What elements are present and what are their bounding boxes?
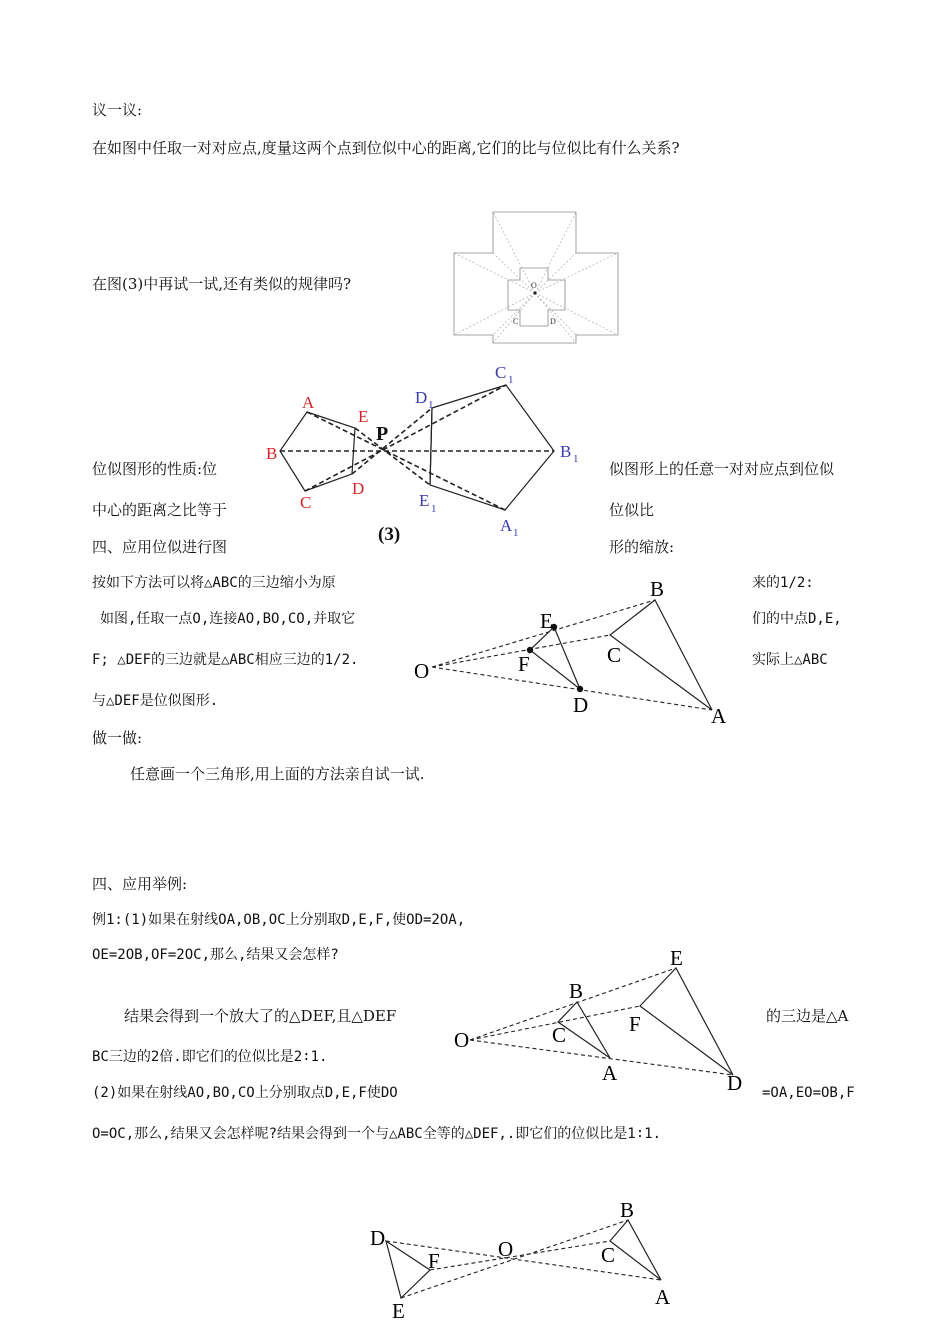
property-left-1: 位似图形的性质:位 [92,460,218,478]
practice-heading: 做一做: [92,729,143,747]
reflect-label-a: A [655,1285,671,1309]
property-right-1: 似图形上的任意一对对应点到位似 [609,460,835,478]
fig3-label-e1: E [419,491,430,510]
scaling-heading-left: 四、应用位似进行图 [92,538,228,556]
enlarge-label-b: B [569,979,584,1003]
shrink-label-d: D [573,693,589,717]
property-right-2: 位似比 [609,501,655,519]
reflect-label-d: D [370,1226,386,1250]
fig3-sub-e1: 1 [431,503,437,515]
reflect-label-e: E [392,1299,405,1323]
reflect-label-f: F [428,1249,440,1273]
fig3-label-c1: C [495,363,507,382]
enlarge-label-o: O [454,1028,470,1052]
ex1-line1: 例1:(1)如果在射线OA,OB,OC上分别取D,E,F,使OD=2OA, [92,912,466,928]
scaling-line2-left: 如图,任取一点O,连接AO,BO,CO,并取它 [100,611,356,627]
shrink-label-c: C [607,643,622,667]
scaling-line3-left: F; △DEF的三边就是△ABC相应三边的1/2. [92,652,359,668]
reflect-label-o: O [498,1237,514,1261]
scaling-heading-right: 形的缩放: [609,538,675,556]
scaling-line1-left: 按如下方法可以将△ABC的三边缩小为原 [92,575,336,591]
result1-cont: BC三边的2倍.即它们的位似比是2∶1. [92,1049,328,1065]
shrink-label-a: A [711,704,727,728]
scaling-line3-right: 实际上△ABC [752,652,828,668]
fig3-sub-d1: 1 [428,399,434,411]
cross-label-c: C [513,317,519,326]
fig3-sub-a1: 1 [513,527,519,539]
shrink-label-e: E [540,609,553,633]
fig3-label-c: C [300,493,312,512]
fig3-sub-b1: 1 [573,453,579,465]
cross-label-d: D [550,317,556,326]
shrink-label-f: F [518,652,530,676]
scaling-line2-right: 们的中点D,E, [752,611,842,627]
scaling-line1-right: 来的1/2: [752,575,814,591]
fig3-caption: (3) [378,524,401,545]
result1-left: 结果会得到一个放大了的△DEF,且△DEF [124,1007,397,1025]
practice-text: 任意画一个三角形,用上面的方法亲自试一试. [130,765,425,783]
discuss-try-again: 在图(3)中再试一试,还有类似的规律吗? [92,275,352,293]
fig3-label-e: E [358,407,369,426]
ex2-cont: O=OC,那么,结果又会怎样呢?结果会得到一个与△ABC全等的△DEF,.即它们的位似比是1∶1. [92,1126,662,1142]
property-left-2: 中心的距离之比等于 [92,501,228,519]
fig3-label-a1: A [500,516,513,535]
scaling-line4: 与△DEF是位似图形. [92,693,219,709]
shrink-label-o: O [414,659,430,683]
fig3-label-b1: B [560,442,572,461]
enlarge-label-c: C [552,1023,567,1047]
enlarge-label-a: A [602,1061,618,1085]
discuss-question: 在如图中任取一对对应点,度量这两个点到位似中心的距离,它们的比与位似比有什么关系? [92,139,680,157]
result1-right: 的三边是△A [766,1007,849,1025]
fig3-label-a: A [302,393,315,412]
shrink-label-b: B [650,577,665,601]
examples-heading: 四、应用举例: [92,875,188,893]
enlarge-label-e: E [670,946,683,970]
ex2-right: =OA,EO=OB,F [762,1085,855,1101]
discuss-heading: 议一议: [92,101,143,119]
ex1-line2: OE=2OB,OF=2OC,那么,结果又会怎样? [92,947,339,963]
fig3-sub-c1: 1 [508,374,514,386]
enlarge-label-d: D [727,1071,743,1095]
fig3-label-d1: D [415,388,428,407]
enlarge-label-f: F [629,1012,641,1036]
ex2-left: (2)如果在射线AO,BO,CO上分别取点D,E,F使DO [92,1085,398,1101]
reflect-label-c: C [601,1243,616,1267]
reflect-label-b: B [620,1198,635,1222]
fig3-label-b: B [266,444,278,463]
fig3-label-d: D [352,479,365,498]
cross-label-o: O [531,281,537,290]
fig3-label-p: P [376,423,389,445]
